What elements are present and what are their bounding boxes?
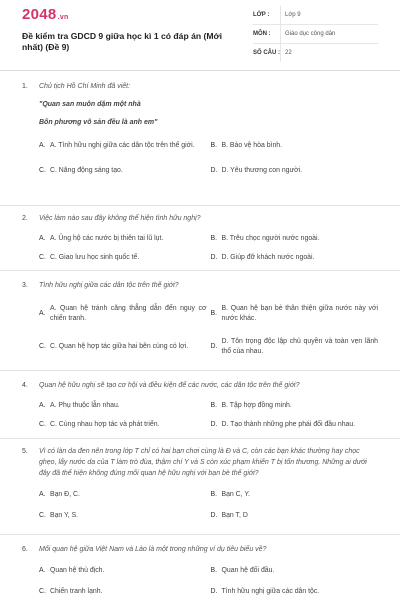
info-row-grade bbox=[253, 6, 378, 25]
question-number: 1. bbox=[22, 83, 28, 90]
question-2 bbox=[0, 206, 400, 271]
option-a[interactable]: A. A. Tình hữu nghị giữa các dân tộc trên thế giới. bbox=[39, 142, 195, 149]
option-d[interactable]: D. D. Tạo thành những phe phái đối đầu nhau. bbox=[210, 420, 356, 428]
info-label: SỐ CÂU : bbox=[253, 50, 280, 56]
question-header bbox=[22, 371, 378, 391]
question-number: 3. bbox=[22, 282, 28, 289]
answer-options bbox=[22, 560, 378, 602]
option-a[interactable]: A. A. Quan hệ tránh căng thẳng dẫn đến nguy cơ chiến tranh. bbox=[39, 304, 207, 322]
option-c[interactable]: C. Bạn Y, S. bbox=[39, 511, 79, 519]
option-b[interactable]: B. Quan hệ đối đầu. bbox=[210, 566, 275, 574]
exam-info-table bbox=[253, 6, 378, 62]
option-d[interactable]: D. D. Giúp đỡ khách nước ngoài. bbox=[210, 253, 315, 261]
question-header bbox=[22, 206, 378, 224]
info-label: MÔN : bbox=[253, 31, 271, 37]
question-header bbox=[22, 535, 378, 555]
answer-options bbox=[22, 396, 378, 434]
option-d[interactable]: D. D. Tôn trọng độc lập chủ quyền và toàn vẹn lãnh thổ của nhau. bbox=[210, 337, 378, 355]
info-value: Giáo dục công dân bbox=[280, 25, 335, 43]
question-number: 4. bbox=[22, 382, 28, 389]
question-number: 2. bbox=[22, 215, 28, 222]
option-b[interactable]: B. B. Trêu chọc người nước ngoài. bbox=[210, 234, 320, 242]
option-b[interactable]: B. B. Bảo vệ hòa bình. bbox=[210, 142, 283, 149]
option-d[interactable]: D. Tình hữu nghị giữa các dân tộc. bbox=[210, 587, 320, 595]
option-c[interactable]: C. C. Năng động sáng tạo. bbox=[39, 166, 123, 174]
page-header bbox=[0, 0, 400, 71]
page-title: Đề kiểm tra GDCD 9 giữa học kì 1 có đáp án (Mới nhất) (Đề 9) bbox=[22, 31, 223, 52]
question-header bbox=[22, 71, 378, 92]
question-text: Mối quan hệ giữa Việt Nam và Lào là một trong những ví dụ tiêu biểu về? bbox=[39, 546, 267, 553]
question-text: Quan hệ hữu nghị sẽ tạo cơ hội và điều kiện để các nước, các dân tộc trên thế giới? bbox=[39, 382, 300, 389]
info-value: Lớp 9 bbox=[280, 6, 301, 24]
option-a[interactable]: A. A. Phụ thuộc lẫn nhau. bbox=[39, 401, 120, 409]
answer-options bbox=[22, 229, 378, 267]
info-value: 22 bbox=[280, 44, 292, 62]
option-c[interactable]: C. C. Giao lưu học sinh quốc tế. bbox=[39, 253, 140, 261]
option-b[interactable]: B. Bạn C, Y. bbox=[210, 490, 250, 498]
question-4 bbox=[0, 371, 400, 439]
question-text: Tình hữu nghị giữa các dân tộc trên thế giới? bbox=[39, 282, 179, 289]
info-row-count bbox=[253, 44, 378, 62]
option-a[interactable]: A. A. Ủng hộ các nước bị thiên tai lũ lụt. bbox=[39, 234, 164, 242]
question-text: Chủ tịch Hồ Chí Minh đã viết: bbox=[39, 83, 131, 90]
question-5 bbox=[0, 439, 400, 535]
question-1 bbox=[0, 71, 400, 206]
question-header bbox=[22, 439, 378, 479]
site-logo[interactable]: 2048.vn bbox=[22, 6, 69, 23]
option-b[interactable]: B. B. Quan hệ bạn bè thân thiện giữa nước này với nước khác. bbox=[210, 304, 378, 322]
option-d[interactable]: D. Bạn T, D bbox=[210, 511, 248, 519]
question-number: 5. bbox=[22, 448, 28, 455]
quote-line: "Quan san muôn dặm một nhà bbox=[39, 101, 141, 108]
option-c[interactable]: C. C. Quan hệ hợp tác giữa hai bên cùng có lợi. bbox=[39, 342, 189, 350]
option-a[interactable]: A. Quan hệ thù địch. bbox=[39, 566, 105, 574]
question-text: Vì có làn da đen nên trong lớp T chỉ có hai bạn chơi cùng là Đ và C, còn các bạn khác thường hay chọc ghẹo, lấy nước da của T làm trò đùa, thậm chí Y và S còn xúc phạm khiến T bị tổn thương. Những ai dưới đây đã thể hiện không đúng mối quan hệ hữu nghị với bạn bè thế giới? bbox=[39, 448, 367, 477]
question-3 bbox=[0, 271, 400, 371]
question-6 bbox=[0, 535, 400, 605]
answer-options bbox=[22, 297, 378, 363]
option-c[interactable]: C. C. Cùng nhau hợp tác và phát triển. bbox=[39, 420, 160, 428]
option-b[interactable]: B. B. Tập hợp đồng minh. bbox=[210, 401, 292, 409]
answer-options bbox=[22, 484, 378, 526]
option-a[interactable]: A. Bạn Đ, C. bbox=[39, 490, 80, 498]
quote-line: Bốn phương vô sản đều là anh em" bbox=[39, 119, 158, 126]
option-d[interactable]: D. D. Yêu thương con người. bbox=[210, 166, 303, 174]
question-text: Việc làm nào sau đây không thể hiện tình hữu nghị? bbox=[39, 215, 201, 222]
info-label: LỚP : bbox=[253, 12, 270, 18]
question-number: 6. bbox=[22, 546, 28, 553]
info-row-subject bbox=[253, 25, 378, 44]
option-c[interactable]: C. Chiến tranh lạnh. bbox=[39, 587, 103, 595]
answer-options bbox=[22, 134, 378, 183]
question-header bbox=[22, 271, 378, 291]
